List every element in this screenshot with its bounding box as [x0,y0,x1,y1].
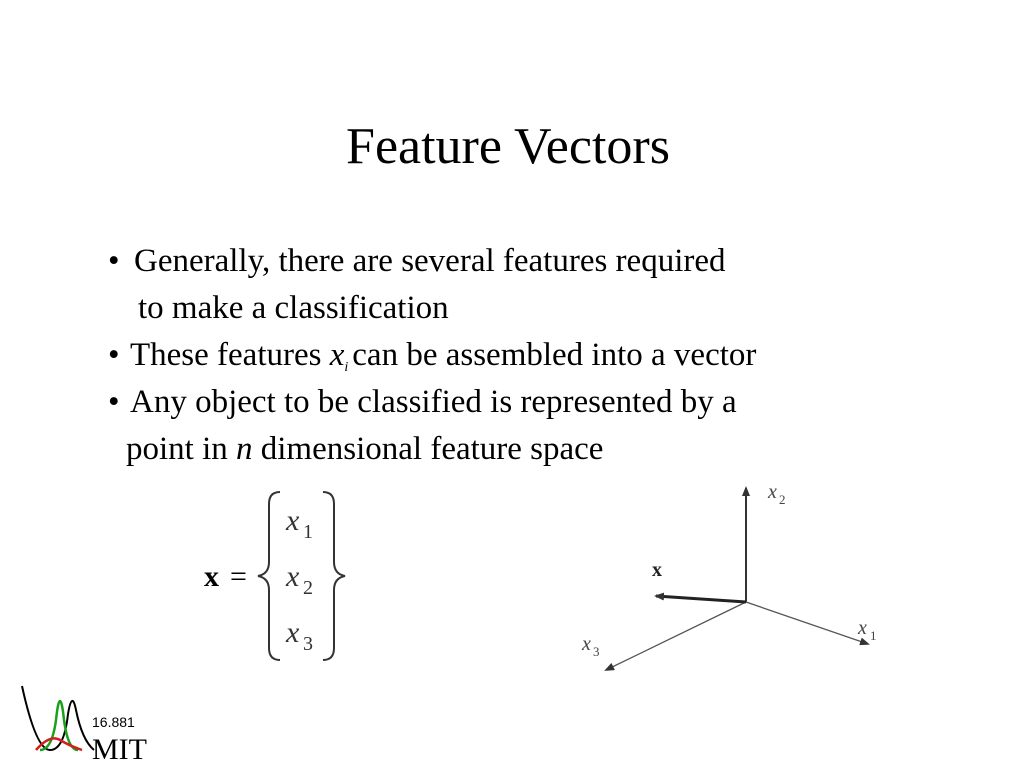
bullet-2 [108,332,908,379]
bullet-3-continuation [108,426,908,473]
component-1-base: x [286,504,300,537]
right-brace [323,492,345,660]
x2-axis-label-base: x [768,481,777,503]
bullet-1-line-1: Generally, there are several features required [134,243,726,279]
bullet-3-text-start: point in [126,431,237,467]
x3-axis-label-sub: 3 [593,644,600,659]
bullet-2-text-end: can be assembled into a vector [352,337,757,373]
institution-label: MIT [92,733,147,766]
bullet-3-line-1: Any object to be classified is represented by a [130,384,737,420]
equals-sign: = [230,560,247,593]
component-1-sub: 1 [303,521,313,543]
vector-symbol: x [204,560,219,593]
component-2-base: x [286,560,300,593]
x3-axis [606,602,746,670]
course-number: 16.881 [92,714,135,730]
bullet-2-text-start: These features [130,337,330,373]
slide-title: Feature Vectors [346,118,670,175]
component-3-sub: 3 [303,633,313,655]
feature-space-axes [572,474,912,694]
bullet-1 [108,238,908,285]
component-2-sub: 2 [303,577,313,599]
component-3-base: x [286,616,300,649]
logo-black-curve [22,686,94,750]
bullet-1-marker: • [108,243,120,279]
course-logo-icon [20,680,100,760]
x3-axis-label-base: x [582,633,591,655]
left-brace [258,492,280,660]
bullet-1-continuation [108,285,908,332]
bullet-3 [108,379,908,426]
x1-axis-label-base: x [858,617,867,639]
vector-equation [196,484,356,670]
feature-vector-arrow [656,596,746,602]
x1-axis-label-sub: 1 [870,628,877,643]
x1-axis [746,602,868,644]
bullet-3-variable: n [236,431,253,467]
bullet-2-subscript: i [344,360,349,375]
bullet-list [108,238,908,473]
bullet-3-marker: • [108,384,120,420]
x2-axis-label-sub: 2 [779,492,786,507]
bullet-2-variable: x [329,337,345,373]
vector-x-label: x [652,559,662,581]
bullet-2-marker: • [108,337,120,373]
bullet-3-text-end: dimensional feature space [252,431,604,467]
bullet-1-line-2: to make a classification [138,290,449,326]
